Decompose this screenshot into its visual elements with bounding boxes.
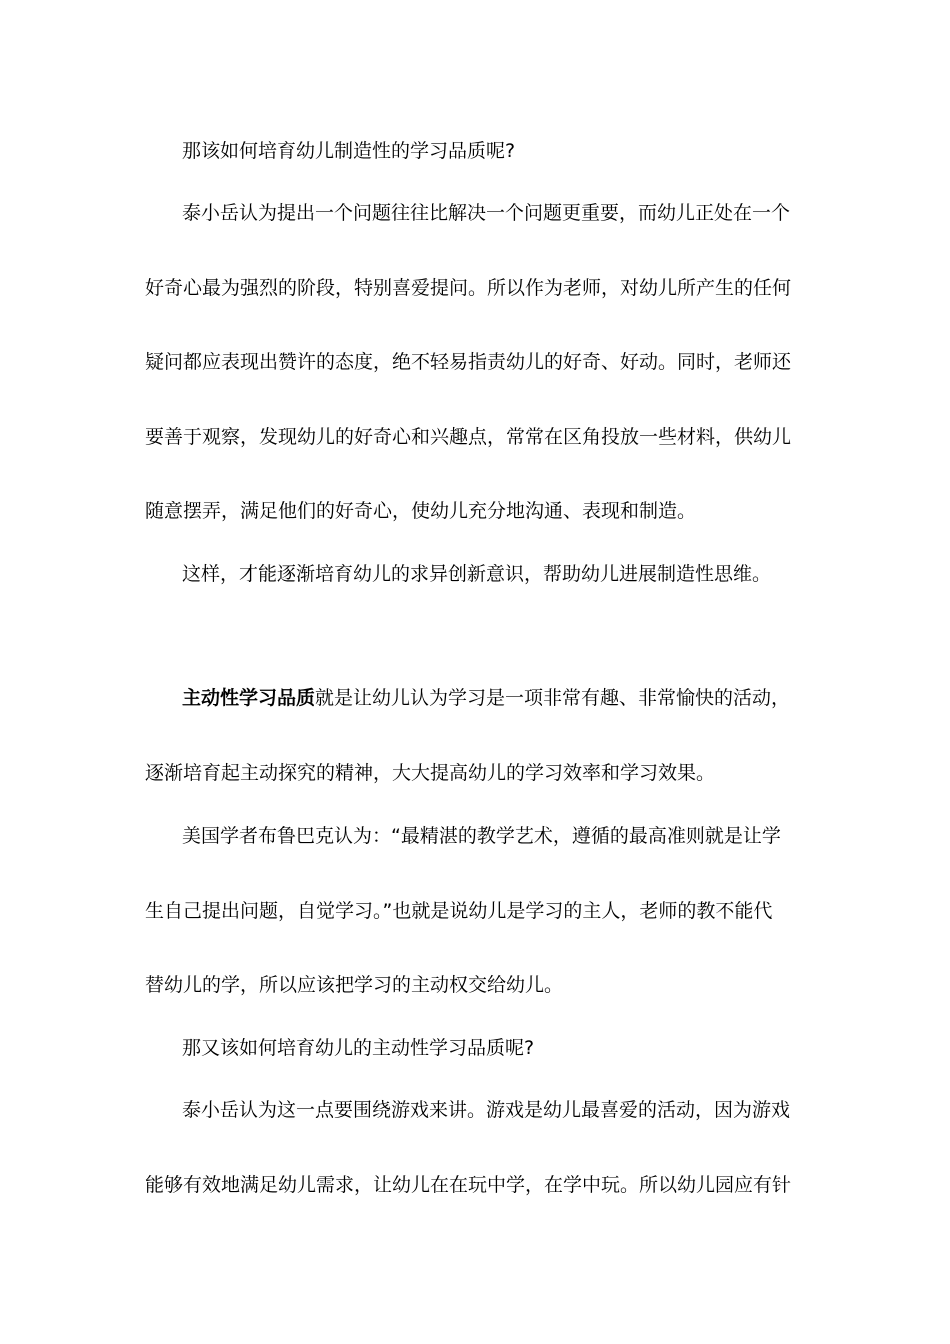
paragraph-question-creative: [182, 138, 810, 164]
text-line: 这样，才能逐渐培育幼儿的求异创新意识，帮助幼儿进展制造性思维。: [182, 563, 772, 585]
text-line: 要善于观察，发现幼儿的好奇心和兴趣点，常常在区角投放一些材料，供幼儿: [145, 426, 792, 448]
text-line: 生自己提出问题，自觉学习。”也就是说幼儿是学习的主人，老师的教不能代: [145, 900, 773, 922]
paragraph-question-initiative: [182, 1035, 810, 1061]
text-line: 泰小岳认为这一点要围绕游戏来讲。游戏是幼儿最喜爱的活动，因为游戏: [182, 1099, 791, 1121]
text-line: 泰小岳认为提出一个问题往往比解决一个问题更重要，而幼儿正处在一个: [182, 202, 791, 224]
text-line: 好奇心最为强烈的阶段，特别喜爱提问。所以作为老师，对幼儿所产生的任何: [145, 277, 792, 299]
text-span: 就是让幼儿认为学习是一项非常有趣、非常愉快的活动，: [315, 687, 791, 709]
text-line: 那又该如何培育幼儿的主动性学习品质呢?: [182, 1037, 535, 1059]
bold-term: 主动性学习品质: [182, 687, 316, 709]
text-line: 那该如何培育幼儿制造性的学习品质呢?: [182, 140, 516, 162]
text-line: [182, 685, 810, 711]
text-line: 疑问都应表现出赞许的态度，绝不轻易指责幼儿的好奇、好动。同时，老师还: [145, 351, 792, 373]
paragraph-creative-thinking: [182, 561, 810, 587]
text-line: 美国学者布鲁巴克认为：“最精湛的教学艺术，遵循的最高准则就是让学: [182, 825, 781, 847]
text-line: 随意摆弄，满足他们的好奇心，使幼儿充分地沟通、表现和制造。: [145, 500, 697, 522]
text-line: 逐渐培育起主动探究的精神，大大提高幼儿的学习效率和学习效果。: [145, 762, 716, 784]
text-line: 替幼儿的学，所以应该把学习的主动权交给幼儿。: [145, 974, 564, 996]
text-line: 能够有效地满足幼儿需求，让幼儿在在玩中学，在学中玩。所以幼儿园应有针: [145, 1174, 792, 1196]
